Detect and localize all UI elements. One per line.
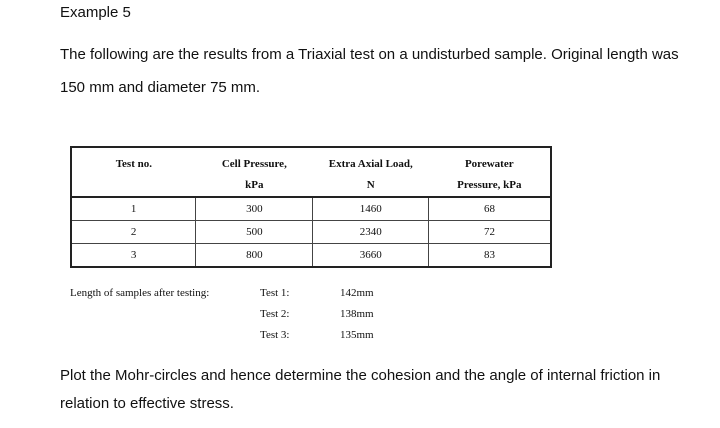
header-test-no	[71, 147, 196, 197]
intro-paragraph	[60, 38, 680, 104]
cell-porewater-pressure: 72	[429, 221, 551, 244]
header-cell-pressure-line-1: Cell Pressure,	[221, 158, 287, 170]
cell-cell-pressure: 500	[196, 221, 313, 244]
header-porewater-pressure-line-2: Pressure, kPa	[457, 179, 522, 191]
cell-extra-axial-load: 3660	[313, 244, 429, 268]
test-1-label: Test 1:	[260, 287, 290, 299]
cell-extra-axial-load: 1460	[313, 197, 429, 221]
header-extra-axial-load	[313, 147, 429, 197]
triaxial-results-table	[70, 146, 552, 268]
header-porewater-pressure-line-1: Porewater	[464, 158, 514, 170]
cell-extra-axial-load: 2340	[313, 221, 429, 244]
test-1-length: 142mm	[340, 287, 374, 299]
test-3-label: Test 3:	[260, 329, 290, 341]
table-header-row	[71, 147, 551, 197]
example-heading: Example 5	[60, 4, 131, 21]
cell-test-no: 3	[71, 244, 196, 268]
test-3-length: 135mm	[340, 329, 374, 341]
cell-cell-pressure: 800	[196, 244, 313, 268]
cell-porewater-pressure: 83	[429, 244, 551, 268]
intro-line-2: 150 mm and diameter 75 mm.	[60, 79, 261, 96]
intro-line-1: The following are the results from a Triaxial test on a undisturbed sample. Original length was	[60, 46, 679, 63]
table-row	[71, 221, 551, 244]
test-2-length: 138mm	[340, 308, 374, 320]
task-line-2: relation to effective stress.	[60, 395, 234, 412]
header-cell-pressure-line-2: kPa	[245, 179, 264, 191]
header-porewater-pressure	[429, 147, 551, 197]
table-row	[71, 197, 551, 221]
cell-test-no: 1	[130, 203, 137, 215]
task-paragraph	[60, 362, 700, 418]
table-row	[71, 244, 551, 268]
header-extra-axial-load-line-1: Extra Axial Load,	[328, 158, 413, 170]
cell-test-no: 2	[71, 221, 196, 244]
header-cell-pressure	[196, 147, 313, 197]
cell-porewater-pressure: 68	[429, 197, 551, 221]
test-2-label: Test 2:	[260, 308, 290, 320]
cell-cell-pressure: 300	[196, 197, 313, 221]
task-line-1: Plot the Mohr-circles and hence determine the cohesion and the angle of internal friction in	[60, 367, 661, 384]
sample-lengths-label: Length of samples after testing:	[70, 287, 210, 299]
header-extra-axial-load-line-2: N	[366, 179, 375, 191]
header-test-no-line-1: Test no.	[115, 158, 152, 170]
